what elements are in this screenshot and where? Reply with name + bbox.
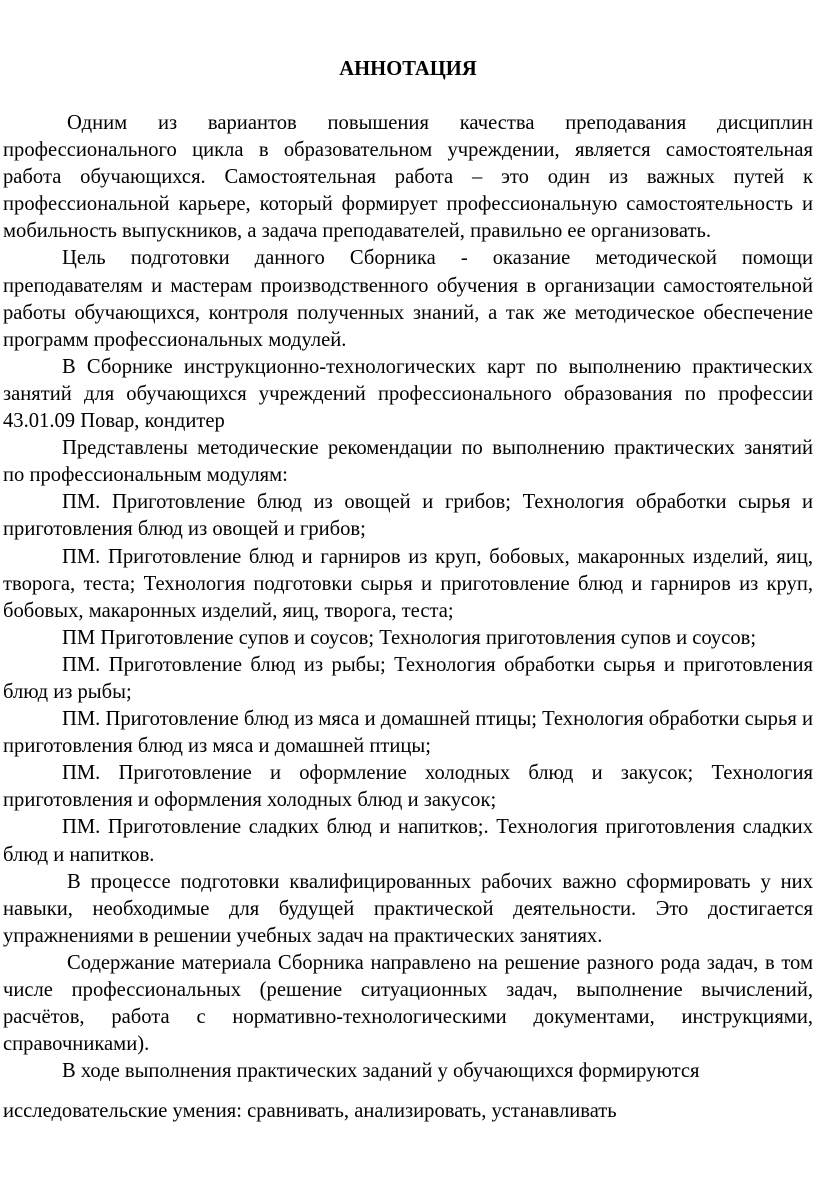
paragraph-module-cereals: ПМ. Приготовление блюд и гарниров из круп, бобовых, макаронных изделий, яиц, творога, теста; Технология подготовки сырья и приготовление блюд и гарниров из круп, бобовых, макаронных изделий, яиц, творога, теста; [3, 545, 813, 622]
paragraph-module-cold-dishes: ПМ. Приготовление и оформление холодных блюд и закусок; Технология приготовления и оформления холодных блюд и закусок; [3, 762, 813, 812]
page-title: АННОТАЦИЯ [339, 58, 477, 80]
paragraph-content: Содержание материала Сборника направлено на решение разного рода задач, в том числе профессиональных (решение ситуационных задач, выполнение вычислений, расчётов, работа с нормативно-технологическими документами, инструкциями, справочниками). [3, 951, 813, 1056]
paragraph-intro: Одним из вариантов повышения качества преподавания дисциплин профессионального цикла в образовательном учреждении, является самостоятельная работа обучающихся. Самостоятельная работа – это один из важных путей к профессиональной карьере, который формирует профессиональную самостоятельность и мобильность выпускников, а задача преподавателей, правильно ее организовать. [3, 112, 813, 243]
paragraph-training: В процессе подготовки квалифицированных рабочих важно сформировать у них навыки, необходимые для будущей практической деятельности. Это достигается упражнениями в решении учебных задач на практических занятиях. [3, 870, 813, 947]
paragraph-goal: Цель подготовки данного Сборника - оказание методической помощи преподавателям и мастерам производственного обучения в организации самостоятельной работы обучающихся, контроля полученных знаний, а так же методическое обеспечение программ профессиональных модулей. [3, 247, 813, 351]
paragraph-module-meat: ПМ. Приготовление блюд из мяса и домашней птицы; Технология обработки сырья и приготовления блюд из мяса и домашней птицы; [3, 708, 813, 758]
paragraph-skills-line: исследовательские умения: сравнивать, анализировать, устанавливать [3, 1100, 617, 1123]
paragraph-collection: В Сборнике инструкционно-технологических карт по выполнению практических занятий для обучающихся учреждений профессионального образования по профессии 43.01.09 Повар, кондитер [3, 355, 813, 433]
paragraph-module-soups: ПМ Приготовление супов и соусов; Технология приготовления супов и соусов; [62, 626, 757, 649]
annotation-body [3, 110, 813, 1125]
paragraph-module-vegetables: ПМ. Приготовление блюд из овощей и грибов; Технология обработки сырья и приготовления блюд из овощей и грибов; [3, 491, 813, 541]
paragraph-recommendations: Представлены методические рекомендации по выполнению практических занятий по профессиональным модулям: [3, 437, 813, 487]
paragraph-module-sweets: ПМ. Приготовление сладких блюд и напитков;. Технология приготовления сладких блюд и напитков. [3, 816, 813, 866]
paragraph-practical: В ходе выполнения практических заданий у обучающихся формируются [62, 1060, 700, 1083]
paragraph-module-fish: ПМ. Приготовление блюд из рыбы; Технология обработки сырья и приготовления блюд из рыбы; [3, 653, 813, 703]
